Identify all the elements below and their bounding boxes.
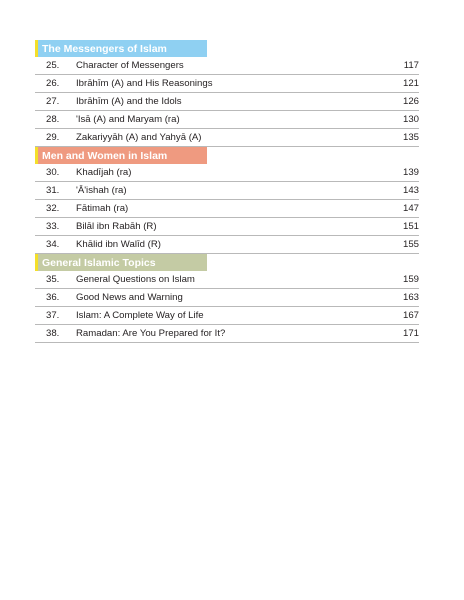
entry-title: Ibrāhīm (A) and the Idols — [76, 96, 182, 107]
entry-title: Fātimah (ra) — [76, 203, 129, 214]
toc-entry[interactable] — [35, 57, 419, 75]
entry-number: 33. — [46, 221, 60, 232]
toc-entry[interactable] — [35, 200, 419, 218]
entry-title: Khālid ibn Walīd (R) — [76, 239, 161, 250]
entry-page: 126 — [402, 96, 419, 107]
toc-entry[interactable] — [35, 111, 419, 129]
entry-number: 28. — [46, 114, 60, 125]
entry-number: 26. — [46, 78, 60, 89]
toc-section-men-and-women — [35, 147, 419, 254]
section-header — [35, 147, 207, 164]
entry-title: Ibrāhīm (A) and His Reasonings — [76, 78, 213, 89]
entry-title: General Questions on Islam — [76, 274, 195, 285]
entry-page: 121 — [402, 78, 419, 89]
entry-page: 155 — [402, 239, 419, 250]
entry-page: 159 — [402, 274, 419, 285]
toc-entry[interactable] — [35, 129, 419, 147]
entry-number: 37. — [46, 310, 60, 321]
toc-entry[interactable] — [35, 164, 419, 182]
toc-entry[interactable] — [35, 289, 419, 307]
toc-entry[interactable] — [35, 307, 419, 325]
entry-title: Character of Messengers — [76, 60, 184, 71]
entry-page: 147 — [402, 203, 419, 214]
section-title: Men and Women in Islam — [38, 147, 207, 164]
entry-page: 135 — [402, 132, 419, 143]
entry-page: 171 — [402, 328, 419, 339]
entry-title: 'Ā'ishah (ra) — [76, 185, 127, 196]
section-title: General Islamic Topics — [38, 254, 207, 271]
entry-number: 27. — [46, 96, 60, 107]
entry-title: 'Isā (A) and Maryam (ra) — [76, 114, 180, 125]
entry-number: 35. — [46, 274, 60, 285]
entry-page: 151 — [402, 221, 419, 232]
entry-title: Khadījah (ra) — [76, 167, 132, 178]
entry-title: Zakariyyāh (A) and Yahyā (A) — [76, 132, 202, 143]
entry-number: 25. — [46, 60, 60, 71]
entry-title: Ramadan: Are You Prepared for It? — [76, 328, 226, 339]
section-header — [35, 40, 207, 57]
entry-number: 32. — [46, 203, 60, 214]
toc-entry[interactable] — [35, 182, 419, 200]
section-title: The Messengers of Islam — [38, 40, 207, 57]
table-of-contents — [35, 40, 419, 343]
entry-number: 34. — [46, 239, 60, 250]
entry-number: 29. — [46, 132, 60, 143]
toc-entry[interactable] — [35, 236, 419, 254]
entry-page: 130 — [402, 114, 419, 125]
entry-page: 117 — [403, 60, 419, 71]
toc-entry[interactable] — [35, 93, 419, 111]
entry-page: 163 — [402, 292, 419, 303]
entry-page: 143 — [402, 185, 419, 196]
entry-page: 139 — [402, 167, 419, 178]
toc-section-messengers — [35, 40, 419, 147]
toc-entry[interactable] — [35, 271, 419, 289]
entry-number: 30. — [46, 167, 60, 178]
entry-title: Bilāl ibn Rabāh (R) — [76, 221, 157, 232]
entry-title: Islam: A Complete Way of Life — [76, 310, 204, 321]
entry-number: 31. — [46, 185, 60, 196]
section-header — [35, 254, 207, 271]
toc-entry[interactable] — [35, 218, 419, 236]
entry-page: 167 — [402, 310, 419, 321]
entry-number: 36. — [46, 292, 60, 303]
entry-number: 38. — [46, 328, 60, 339]
toc-section-general-topics — [35, 254, 419, 343]
toc-entry[interactable] — [35, 325, 419, 343]
toc-entry[interactable] — [35, 75, 419, 93]
entry-title: Good News and Warning — [76, 292, 183, 303]
